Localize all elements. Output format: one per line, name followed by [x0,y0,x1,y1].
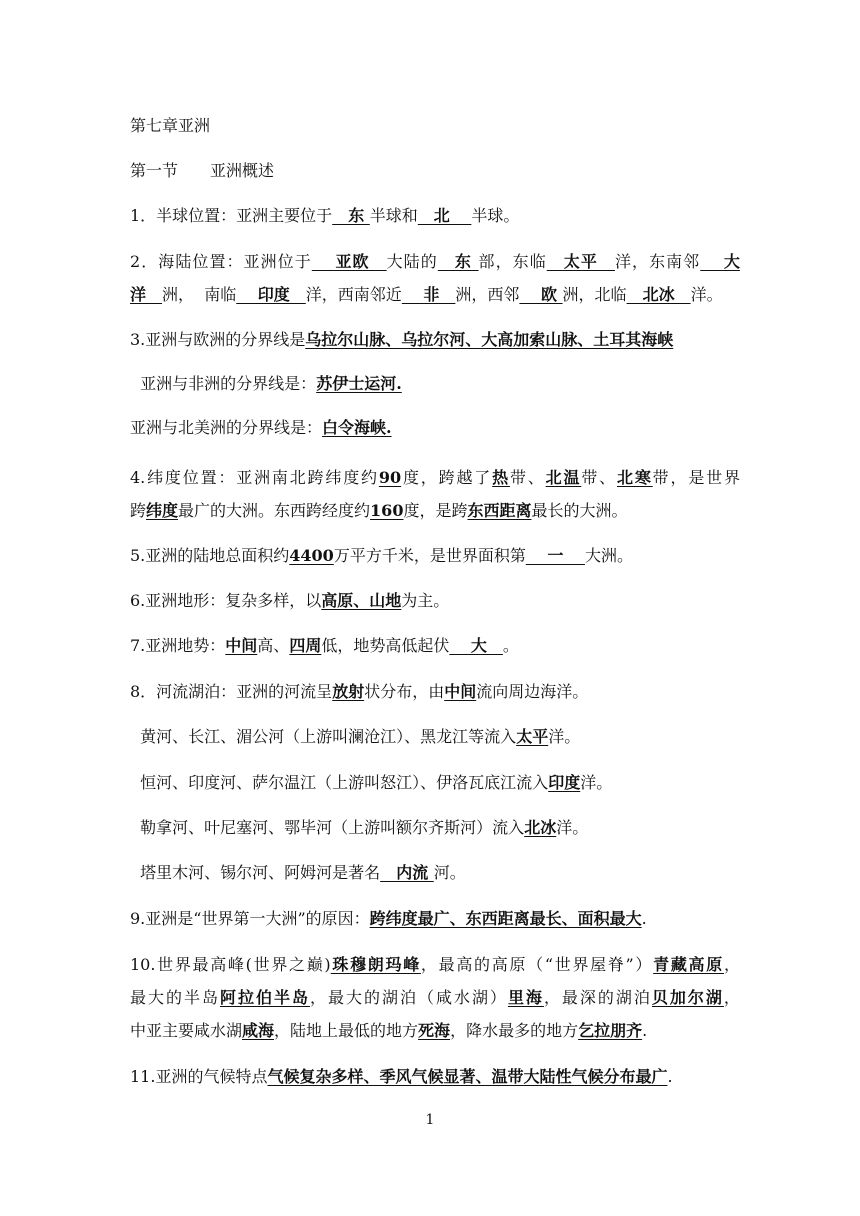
text-segment: 8．河流湖泊：亚洲的河流呈 [130,682,333,701]
answer-blank: 中间 [444,682,477,701]
text-line-19 [130,988,740,1008]
text-segment: 洋，东南邻 [614,252,701,271]
text-segment: 大陆的 [386,252,438,271]
text-segment: 跨 [130,501,147,520]
text-segment: ， [723,988,740,1007]
text-segment: ，陆地上最低的地方 [274,1021,419,1040]
answer-blank: 阿拉伯半岛 [219,988,310,1007]
answer-blank: 印度 [548,773,581,792]
text-segment: 为主。 [401,591,450,610]
text-segment: ， [723,955,740,974]
text-segment: 最广的大洲。东西跨经度约 [178,501,371,520]
answer-blank: 亚欧 [311,252,387,271]
text-line-18 [130,955,740,975]
answer-blank: 洋 [130,285,163,304]
text-line-21 [130,1067,740,1087]
answer-blank: 高原、山地 [321,591,402,610]
answer-blank: 一 [525,546,585,565]
text-segment: 1．半球位置：亚洲主要位于 [130,206,333,225]
answer-blank: 东西距离 [467,501,532,520]
answer-blank: 北 [417,206,472,225]
answer-blank: 160 [370,501,404,520]
text-line-17 [130,909,740,929]
text-segment: 3.亚洲与欧洲的分界线是 [130,330,306,349]
answer-blank: 欧 [519,285,563,304]
answer-blank: 白令海峡. [322,418,392,437]
text-segment: 洲，西邻 [455,285,520,304]
answer-blank: 非 [401,285,456,304]
text-segment: 度，是跨 [403,501,468,520]
text-segment: ，降水最多的地方 [450,1021,579,1040]
text-segment: 亚洲与非洲的分界线是： [130,374,317,393]
answer-blank: 北寒 [616,468,653,487]
answer-blank: 四周 [289,636,322,655]
text-segment: . [642,1021,648,1040]
answer-blank: 咸海 [242,1021,275,1040]
page-number: 1 [425,1112,435,1128]
text-segment: 塔里木河、锡尔河、阿姆河是著名 [130,863,381,882]
text-segment: 高、 [257,636,290,655]
text-segment: . [641,909,647,928]
text-line-2 [130,252,740,272]
answer-blank: 气候复杂多样、季风气候显著、温带大陆性气候分布最广 [267,1067,668,1086]
answer-blank: 大 [449,636,503,655]
answer-blank: 4400 [289,546,334,565]
text-segment: 勒拿河、叶尼塞河、鄂毕河（上游叫额尔齐斯河）流入 [130,818,525,837]
text-segment: 11.亚洲的气候特点 [130,1067,268,1086]
text-segment: 带，是世界 [652,468,740,487]
answer-blank: 中间 [225,636,258,655]
text-segment: . [667,1067,673,1086]
text-segment: 最长的大洲。 [531,501,628,520]
answer-blank: 太平 [516,727,549,746]
text-segment: 度，跨越了 [401,468,493,487]
text-segment: 部，东临 [478,252,547,271]
answer-blank: 跨纬度最广、东西距离最长、面积最大 [369,909,642,928]
answer-blank: 北冰 [626,285,691,304]
text-segment: 中亚主要咸水湖 [130,1021,243,1040]
answer-blank: 里海 [507,988,544,1007]
text-segment: 亚洲与北美洲的分界线是： [130,418,323,437]
text-line-9 [130,546,740,566]
text-line-4 [130,330,740,350]
text-line-11 [130,636,740,656]
text-segment: 洋。 [548,727,581,746]
text-segment: 恒河、印度河、萨尔温江（上游叫怒江）、伊洛瓦底江流入 [130,773,549,792]
answer-blank: 乌拉尔山脉、乌拉尔河、大高加索山脉、土耳其海峡 [305,330,674,349]
text-segment: 半球和 [369,206,418,225]
text-line-20 [130,1021,740,1041]
text-segment: 5.亚洲的陆地总面积约 [130,546,290,565]
text-line-3 [130,285,740,305]
text-line-8 [130,501,740,521]
text-segment: 带、 [509,468,546,487]
text-line-16 [130,863,740,883]
answer-blank: 热 [492,468,510,487]
answer-blank: 乞拉朋齐 [578,1021,643,1040]
text-segment: 6.亚洲地形：复杂多样，以 [130,591,322,610]
chapter-title: 第七章亚洲 [130,116,211,135]
text-segment: 状分布，由 [364,682,445,701]
section-title: 第一节 亚洲概述 [130,161,275,180]
text-line-15 [130,818,740,838]
answer-blank: 北冰 [524,818,557,837]
text-segment: 7.亚洲地势： [130,636,226,655]
text-segment: 4.纬度位置：亚洲南北跨纬度约 [130,468,379,487]
answer-blank: 大 [700,252,740,271]
text-segment: 洋。 [580,773,613,792]
text-segment: 2．海陆位置：亚洲位于 [130,252,312,271]
answer-blank: 纬度 [146,501,179,520]
text-segment: 洲，北临 [562,285,627,304]
text-line-7 [130,468,740,488]
text-segment: ，最深的湖泊 [543,988,652,1007]
text-segment: 黄河、长江、湄公河（上游叫澜沧江）、黑龙江等流入 [130,727,517,746]
text-segment: 大洲。 [584,546,633,565]
text-line-6 [130,418,740,438]
text-segment: 9.亚洲是“世界第一大洲”的原因： [130,909,370,928]
text-segment: 带、 [581,468,617,487]
text-segment: 。 [502,636,519,655]
answer-blank: 太平 [546,252,615,271]
text-segment: 万平方千米，是世界面积第 [333,546,526,565]
answer-blank: 印度 [236,285,306,304]
text-segment: 洋。 [556,818,589,837]
text-line-14 [130,773,740,793]
answer-blank: 90 [378,468,402,487]
text-segment: 低，地势高低起伏 [321,636,450,655]
text-segment: 10.世界最高峰(世界之巅) [130,955,331,974]
answer-blank: 北温 [545,468,582,487]
text-line-1 [130,206,740,226]
answer-blank: 青藏高原 [653,955,724,974]
answer-blank: 死海 [418,1021,451,1040]
answer-blank: 东 [437,252,479,271]
text-segment: ，最高的高原（“世界屋脊”） [420,955,654,974]
text-segment: 最大的半岛 [130,988,220,1007]
answer-blank: 东 [332,206,370,225]
answer-blank: 内流 [380,863,434,882]
answer-blank: 珠穆朗玛峰 [330,955,421,974]
text-segment: 洋。 [690,285,723,304]
text-line-5 [130,374,740,394]
text-segment: 洲， 南临 [162,285,237,304]
text-segment: 半球。 [471,206,520,225]
answer-blank: 贝加尔湖 [651,988,724,1007]
answer-blank: 苏伊士运河. [316,374,402,393]
text-segment: ，最大的湖泊（咸水湖） [309,988,508,1007]
text-segment: 洋，西南邻近 [305,285,402,304]
text-segment: 流向周边海洋。 [476,682,589,701]
text-segment: 河。 [433,863,466,882]
text-line-10 [130,591,740,611]
answer-blank: 放射 [332,682,365,701]
text-line-13 [130,727,740,747]
text-line-12 [130,682,740,702]
